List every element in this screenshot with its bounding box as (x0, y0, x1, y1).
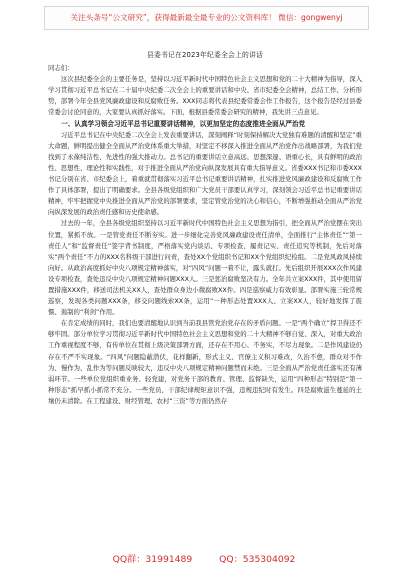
qq-group-text: QQ群：31991489 (112, 554, 193, 565)
contact-footer (0, 551, 408, 565)
section-heading: 一、认真学习领会习近平总书记重要讲话精神，以更加坚定的态度推进全面从严治党 (61, 119, 306, 128)
document-title: 县委书记在2023年纪委全会上的讲话 (146, 51, 264, 59)
promo-banner-text: 关注头条号“公文研究”，获得最新最全最专业的公文资料库！ 微信：gongwenyj (70, 13, 343, 22)
body-paragraph: 在肯定成绩的同时，我们也要清醒地认识到当前我县管党治党存在的矛盾问题。一是“两个确立”捍卫得还不够牢固。部分单位学习贯彻习近平新时代中国特色社会主义思想和党的二十大精神不够自觉、深入，对重大政治工作重视程度不够，有传单位在贯彻上级决策部署方面，还存在不用心、不务实、不尽力现象。二是作风建设仍存在不严不实现象。“四风”问题隐蔽潜伏，花样翻新，形式主义、官僚主义积习难改，久治不愈，群众对不作为、慢作为、乱作为等问题反映较大，违反中央八项规定精神问题禁而未绝。三是全面从严治党责任落实还有薄弱环节。一些单位党组织重业务、轻党建，对党务干部的教育、管理、监督缺失，运用“四种形态”特别是“第一种形态”抓早抓小抓常不充分。一些党员、干部纪律规矩意识不强，违规违纪时有发生。四是腐败滋生蔓延的土壤仍未清除。在工程建设、财经管理、农村“三资”等方面仍然存 (48, 319, 362, 405)
intro-paragraph: 这次县纪委全会的主要任务是，坚持以习近平新时代中国特色社会主义思想和党的二十大精神为指导，深入学习贯彻习近平总书记在二十届中央纪委二次全会上的重要讲话和中央、省市纪委全会精神，总结工作、分析形势，部署今年全县党风廉政建设和反腐败任务。XXX同志将代表县纪委常委会作工作报告，这个报告是经过县委常委会讨论同意的，大家要认真抓好落实。下面，根据县委常委会研究的精神，我先讲三点意见。 (48, 75, 362, 117)
qq-text: QQ：535304092 (219, 554, 296, 565)
salutation: 同志们： (48, 64, 74, 73)
promo-banner (44, 6, 369, 30)
body-paragraph: 习近平总书记在中央纪委二次全会上发表重要讲话，深刻阐释“时刻保持解决大党独有难题的清醒和坚定”重大命题，鲜明提出健全全面从严治党体系重大举措，对坚定不移深入推进全面从严治党作出战略部署，为我们党找到了永葆纯洁性、先进性的强大推动力。总书记的重要讲话立意高远、思想深邃、语重心长，具有鲜明的政治性、思想性、理论性和实践性，对于推进全面从严治党向纵深发展具有重大指导意义。省委XXX书记和市委XXX书记分别在省、市纪委会上，着重就贯彻落实习近平总书记重要讲话精神，扎实推进党风廉政建设和反腐败工作作了具体部署，提出了明确要求。全县各级党组织和广大党员干部要认真学习，深刻领会习近平总书记重要讲话精神，牢牢把握党中央推进全面从严治党的部署要求，坚定管党治党的决心和信心，不断增强推动全面从严治党向纵深发展的政治责任感和历史使命感。 (48, 130, 362, 217)
document-body (48, 50, 362, 407)
body-paragraph: 过去的一年，全县各级党组织坚持以习近平新时代中国特色社会主义思想为指引，把全面从严治党摆在突出位置，紧抓不放。一是管党责任不断夯实。进一步细化完善党风廉政建设责任清单，全面推行“主体责任”“第一责任人”和“监督责任”签字背书制度，严格落实党内谈话、专项检查、履责记实、责任追究等机制，先后对落实“两个责任”不力的XXX名科级干部进行问责，查处XX个党组织书记和XX个党组织纪检组。二是党风政风持续向好。从政治高度抓好中央八项规定精神落实，对“四风”问题一着不让，露头就打。先后组织开展XXX次作风建设专项检查，查处违反中央八项规定精神问题XXX人。三是惩治腐败坚决有力。全年共立案XXX件，其中使用留置措施XXX件，移送司法机关XX人，查处群众身边小微腐败XX件。四是巡察威力有效彰显。部署实施三轮常规巡察，发现各类问题XXX条，移交问题线索XX条，运用“一种形态处置XXX人、立案XX人，较好地发挥了震慑、遏制的“利剑”作用。 (48, 219, 362, 317)
